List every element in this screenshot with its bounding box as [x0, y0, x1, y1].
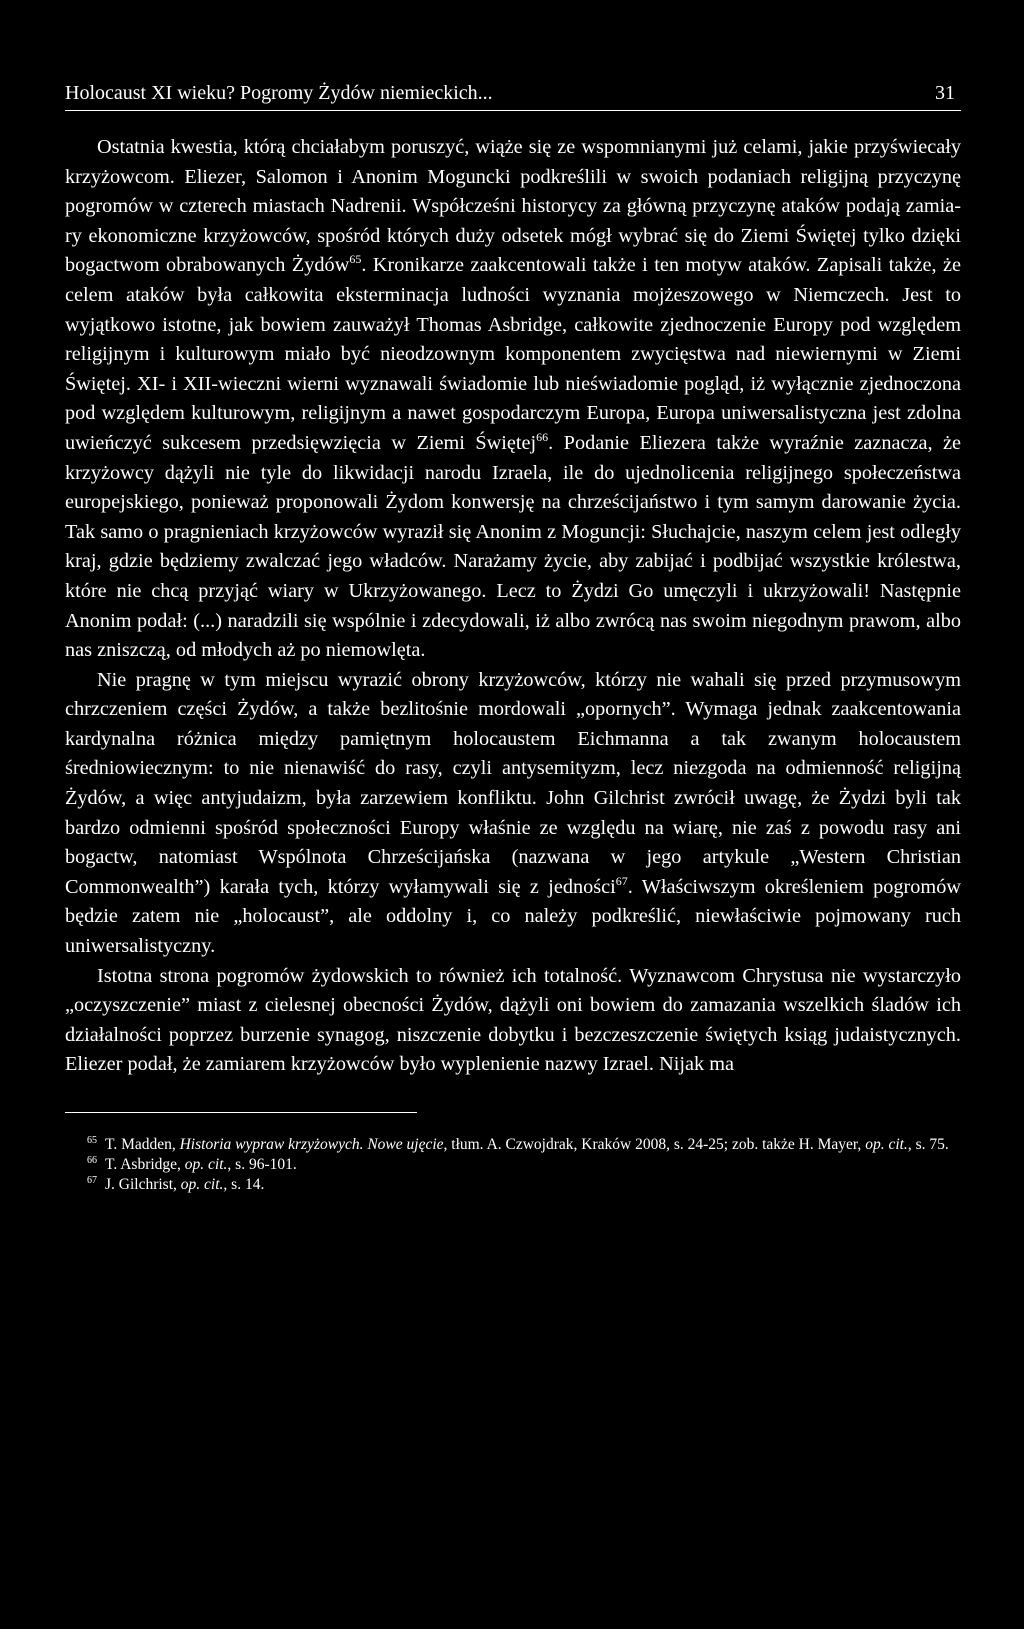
- footnote-reference[interactable]: 65: [349, 252, 362, 267]
- footnote-text: , s. 96-101.: [227, 1156, 297, 1173]
- footnote-citation-title: Historia wypraw krzyżowych. Nowe ujęcie: [179, 1136, 444, 1153]
- page-number: 31: [935, 82, 955, 104]
- footnote-text: , s. 75.: [907, 1136, 949, 1153]
- footnote-citation-title: op. cit.: [180, 1176, 224, 1193]
- footnote-reference[interactable]: 67: [615, 874, 628, 889]
- footnotes: [65, 1135, 961, 1195]
- document-page: [65, 80, 961, 1195]
- footnote-citation-title: op. cit.: [865, 1136, 908, 1153]
- paragraph-text: . Właściwszym określeniem pogromów będzie zatem nie „holocaust”, ale oddolny i, co należy podkreślić, niewłaściwie pojmowany ruch uniwersalistyczny.: [65, 875, 961, 958]
- footnote-separator: [65, 1112, 417, 1113]
- footnote: [65, 1135, 961, 1155]
- footnote-text: , tłum. A. Czwojdrak, Kraków 2008, s. 24-25; zob. także H. Mayer,: [443, 1136, 866, 1153]
- footnote-text: T. Asbridge,: [105, 1156, 185, 1173]
- footnote-number: 67: [87, 1174, 97, 1186]
- footnote-text: J. Gilchrist,: [105, 1176, 181, 1193]
- paragraph-text: . Kronikarze zaakcentowali także i ten motyw ataków. Zapisali także, że celem ataków była całkowita eksterminacja ludności wyznania mojżeszowego w Niemczech. Jest to wyjątkowo istotne, jak bowiem zauważył Thomas Asbridge, całkowite zjednoczenie Europy pod względem religijnym i kulturowym miało być nieodzownym komponentem zwycięstwa nad niewiernymi w Ziemi Świętej. XI- i XII-wieczni wierni wyznawali świadomie lub nieświadomie pogląd, iż wyłącznie zjednoczona pod względem kulturowym, religijnym a nawet gospodarczym Europa, Europa uniwersalistyczna jest zdolna uwieńczyć sukcesem przedsięwzięcia w Ziemi Świętej: [65, 254, 961, 454]
- paragraph-text: Ostatnia kwestia, którą chciałabym poruszyć, wiąże się ze wspomnianymi już celami, jakie przyświecały krzyżowcom. Eliezer, Salomon i Anonim Moguncki podkreślili w swoich podaniach religijną przyczynę pogromów w czterech miastach Nadrenii. Współcześni historycy za główną przyczynę ataków podają zamiary ekonomiczne krzyżowców, spośród których duży odsetek mógł wybrać się do Ziemi Świętej tylko dzięki bogactwom obrabowanych Żydów: [65, 136, 961, 277]
- body-paragraph: [65, 962, 961, 1080]
- footnote-text: T. Madden,: [105, 1136, 180, 1153]
- footnote-number: 65: [87, 1134, 97, 1146]
- running-title: Holocaust XI wieku? Pogromy Żydów niemieckich...: [65, 82, 493, 104]
- running-header: [65, 80, 961, 111]
- footnote: [65, 1175, 961, 1195]
- footnote-citation-title: op. cit.: [184, 1156, 228, 1173]
- body-text: [65, 133, 961, 1080]
- footnote-number: 66: [87, 1154, 97, 1166]
- paragraph-text: Istotna strona pogromów żydowskich to również ich totalność. Wyznawcom Chrystusa nie wystarczyło „oczyszczenie” miast z cielesnej obecności Żydów, dążyli oni bowiem do zamazania wszelkich śladów ich działalności poprzez burzenie synagog, niszczenie dobytku i bezczeszczenie świętych ksiąg judaistycznych. Eliezer podał, że zamiarem krzyżowców było wyplenienie nazwy Izrael. Nijak ma: [65, 964, 961, 1076]
- footnote-reference[interactable]: 66: [536, 430, 549, 445]
- paragraph-text: . Podanie Eliezera także wyraźnie zaznacza, że krzyżowcy dążyli nie tyle do likwidacji narodu Izraela, ile do ujednolicenia religijnego społeczeństwa europejskiego, ponieważ proponowali Żydom konwersję na chrześcijaństwo i tym samym darowanie życia. Tak samo o pragnieniach krzyżowców wyraził się Anonim z Moguncji: Słuchajcie, naszym celem jest odległy kraj, gdzie będziemy zwalczać jego władców. Narażamy życie, aby zabijać i podbijać wszystkie królestwa, które nie chcą przyjąć wiary w Ukrzyżowanego. Lecz to Żydzi Go umęczyli i ukrzyżowali! Następnie Anonim podał: (...) naradzili się wspólnie i zdecydowali, iż albo zwrócą nas swoim niegodnym prawom, albo nas zniszczą, od młodych aż po niemowlęta.: [65, 431, 961, 662]
- body-paragraph: [65, 133, 961, 666]
- body-paragraph: [65, 666, 961, 962]
- footnote-text: , s. 14.: [223, 1176, 265, 1193]
- footnote: [65, 1155, 961, 1175]
- paragraph-text: Nie pragnę w tym miejscu wyrazić obrony krzyżowców, którzy nie wahali się przed przymusowym chrzczeniem części Żydów, a także bezlitośnie mordowali „opornych”. Wymaga jednak zaakcentowania kardynalna różnica między pamiętnym holocaustem Eichmanna a tak zwanym holocaustem średniowiecznym: to nie nienawiść do rasy, czyli antysemityzm, lecz niezgoda na odmienność religijną Żydów, a więc antyjudaizm, była zarzewiem konfliktu. John Gilchrist zwrócił uwagę, że Żydzi byli tak bardzo odmienni spośród społeczności Europy właśnie ze względu na wiarę, nie zaś z powodu rasy ani bogactw, natomiast Wspólnota Chrześcijańska (nazwana w jego artykule „Western Christian Commonwealth”) karała tych, którzy wyłamywali się z jedności: [65, 668, 961, 898]
